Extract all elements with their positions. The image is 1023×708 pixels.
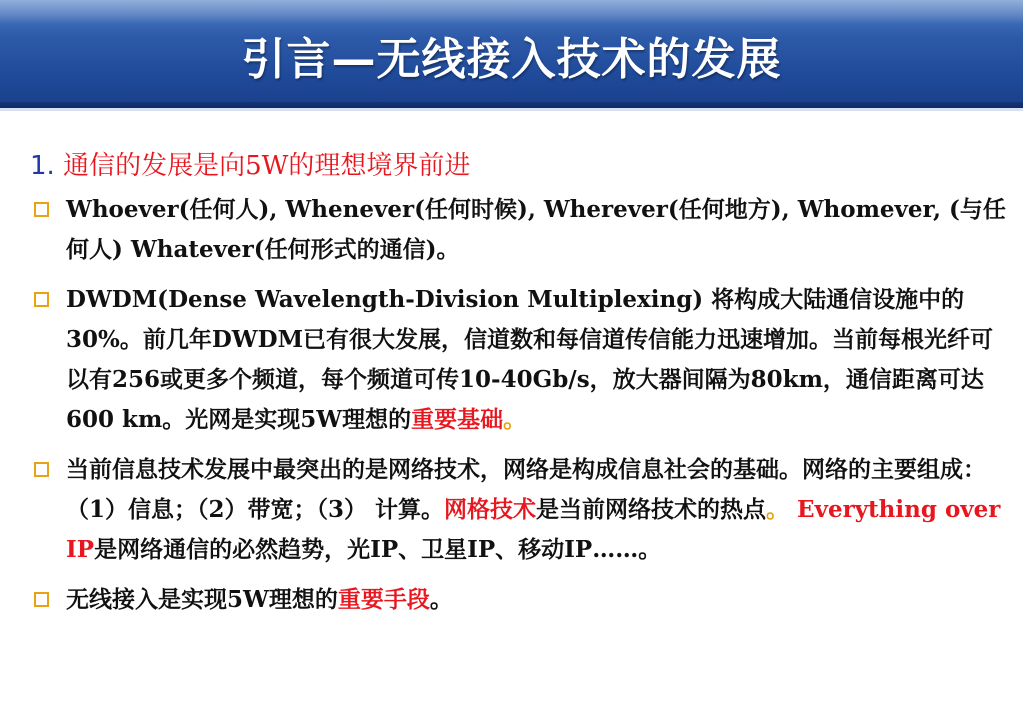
highlight-text: 网格技术	[444, 496, 537, 523]
square-bullet-icon	[34, 292, 49, 307]
slide-content	[30, 148, 1010, 630]
punctuation: 。	[503, 406, 527, 433]
bullet-text: 当前信息技术发展中最突出的是网络技术，网络是构成信息社会的基础。网络的主要组成：（1）信息；（2）带宽；（3） 计算。	[66, 456, 986, 523]
square-bullet-icon	[34, 202, 49, 217]
section-heading	[30, 148, 1010, 184]
section-number: 1.	[30, 151, 55, 181]
bullet-item	[30, 580, 1010, 620]
title-bar	[0, 0, 1023, 108]
bullet-text: Whoever(任何人), Whenever(任何时候), Wherever(任何地方), Whomever, (与任何人) Whatever(任何形式的通信)。	[66, 196, 1006, 263]
square-bullet-icon	[34, 592, 49, 607]
punctuation: 。	[766, 496, 798, 523]
bullet-item	[30, 190, 1010, 270]
bullet-text: 是网络通信的必然趋势，光IP、卫星IP、移动IP……。	[94, 536, 662, 563]
title-divider	[0, 108, 1023, 111]
bullet-text: 。	[429, 586, 453, 613]
bullet-text: DWDM(Dense Wavelength-Division Multiplexing) 将构成大陆通信设施中的30%。前几年DWDM已有很大发展，信道数和每信道传信能力迅速增加。当前每根光纤可以有256或更多个频道，每个频道可传10-40Gb/s，放大器间隔为80km，通信距离可达600 km。光网是实现5W理想的	[66, 286, 994, 433]
highlight-text: 重要基础	[411, 406, 504, 433]
bullet-text: 无线接入是实现5W理想的	[66, 586, 338, 613]
bullet-item	[30, 450, 1010, 570]
highlight-text: 重要手段	[337, 586, 430, 613]
bullet-text: 是当前网络技术的热点	[536, 496, 767, 523]
highlight-text: Everything over IP	[66, 496, 1001, 563]
section-heading-text: 通信的发展是向5W的理想境界前进	[63, 151, 471, 181]
square-bullet-icon	[34, 462, 49, 477]
bullet-item	[30, 280, 1010, 440]
slide-title: 引言—无线接入技术的发展	[241, 34, 782, 85]
